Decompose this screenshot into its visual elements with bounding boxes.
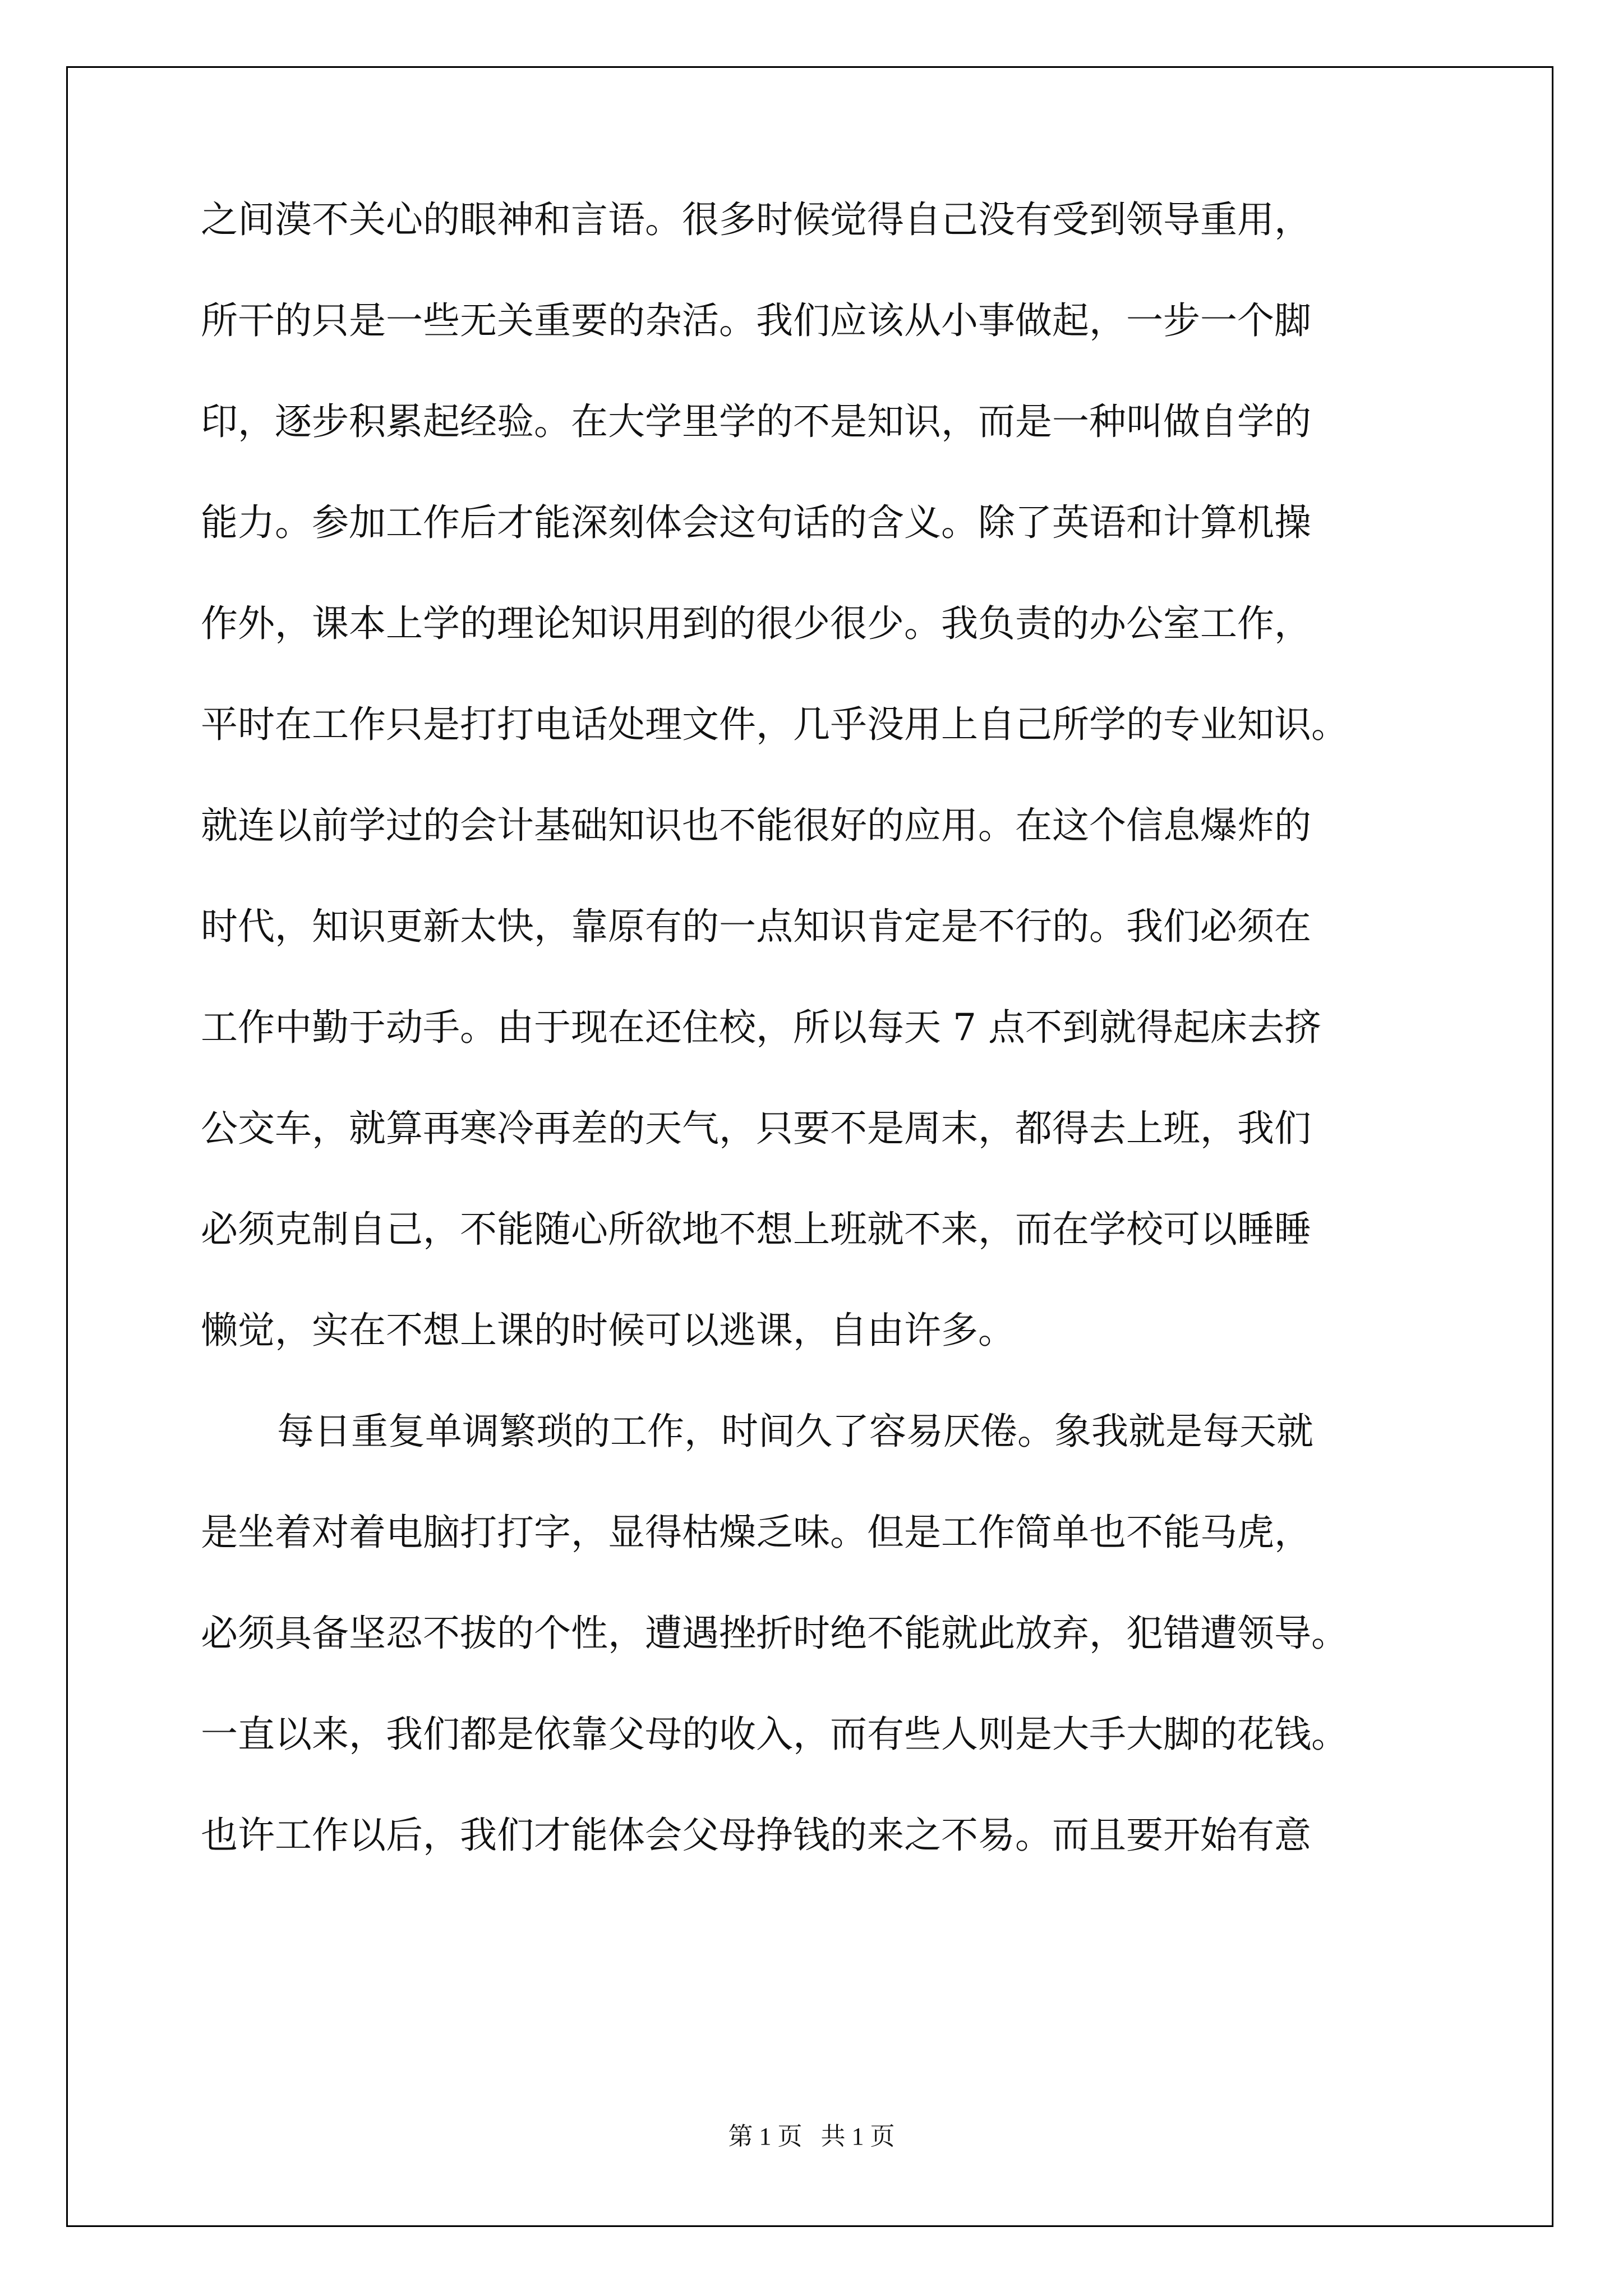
text-line: 就连以前学过的会计基础知识也不能很好的应用。在这个信息爆炸的 <box>201 804 1311 847</box>
text-line: 之间漠不关心的眼神和言语。很多时候觉得自己没有受到领导重用， <box>201 198 1311 241</box>
text-line: 时代，知识更新太快，靠原有的一点知识肯定是不行的。我们必须在 <box>201 905 1311 948</box>
text-line: 必须克制自己，不能随心所欲地不想上班就不来，而在学校可以睡睡 <box>201 1208 1311 1251</box>
text-line: 一直以来，我们都是依靠父母的收入，而有些人则是大手大脚的花钱。 <box>201 1713 1348 1756</box>
text-line: 必须具备坚忍不拔的个性，遭遇挫折时绝不能就此放弃，犯错遭领导。 <box>201 1612 1348 1655</box>
text-line: 是坐着对着电脑打打字，显得枯燥乏味。但是工作简单也不能马虎， <box>201 1511 1311 1554</box>
text-line: 工作中勤于动手。由于现在还住校，所以每天 7 点不到就得起床去挤 <box>201 1006 1321 1049</box>
text-line: 平时在工作只是打打电话处理文件，几乎没用上自己所学的专业知识。 <box>201 703 1348 746</box>
text-line: 能力。参加工作后才能深刻体会这句话的含义。除了英语和计算机操 <box>201 501 1311 544</box>
text-line: 印，逐步积累起经验。在大学里学的不是知识，而是一种叫做自学的 <box>201 400 1311 443</box>
text-line: 懒觉，实在不想上课的时候可以逃课，自由许多。 <box>201 1309 1015 1352</box>
page-footer: 第 1 页 共 1 页 <box>728 2123 895 2150</box>
text-line: 作外，课本上学的理论知识用到的很少很少。我负责的办公室工作， <box>201 602 1311 645</box>
document-body <box>201 186 1439 1903</box>
text-line: 每日重复单调繁琐的工作，时间久了容易厌倦。象我就是每天就 <box>277 1410 1313 1453</box>
text-line: 公交车，就算再寒冷再差的天气，只要不是周末，都得去上班，我们 <box>201 1107 1311 1150</box>
text-line: 所干的只是一些无关重要的杂活。我们应该从小事做起，一步一个脚 <box>201 299 1311 342</box>
text-line: 也许工作以后，我们才能体会父母挣钱的来之不易。而且要开始有意 <box>201 1814 1311 1857</box>
